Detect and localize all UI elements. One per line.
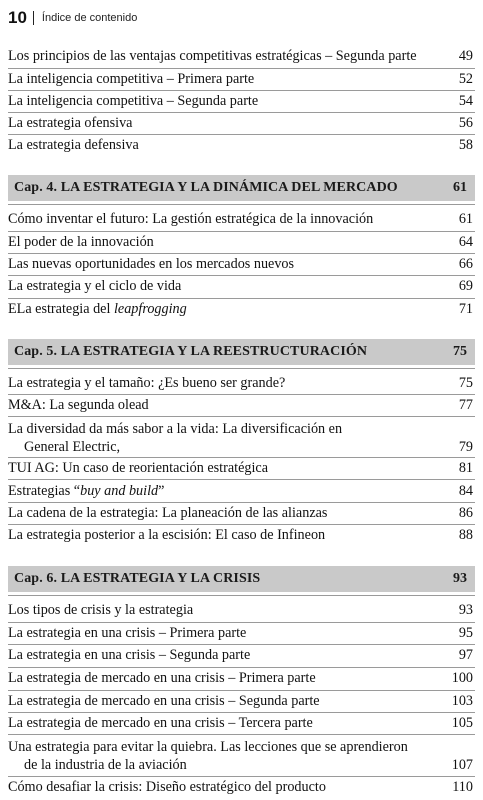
toc-entry[interactable] xyxy=(8,70,475,88)
toc-entry-title-line2: General Electric, xyxy=(24,439,121,455)
chapter-title: Cap. 4. LA ESTRATEGIA Y LA DINÁMICA DEL MERCADO xyxy=(14,180,398,195)
toc-entry-title-italic: leapfrogging xyxy=(113,301,187,317)
divider xyxy=(8,667,475,668)
toc-entry-title xyxy=(8,738,420,774)
toc-entry-page: 88 xyxy=(458,527,473,543)
toc-entry-page: 100 xyxy=(451,670,473,686)
toc-entry-title: La estrategia y el ciclo de vida xyxy=(8,278,182,294)
toc-entry-page: 49 xyxy=(458,48,473,64)
divider xyxy=(8,712,475,713)
toc-entry-page: 86 xyxy=(458,505,473,521)
toc-entry-title: La estrategia de mercado en una crisis – Primera parte xyxy=(8,670,316,686)
toc-entry[interactable] xyxy=(8,420,475,456)
toc-entry-title: TUI AG: Un caso de reorientación estratégica xyxy=(8,460,268,476)
toc-entry-title: La estrategia y el tamaño: ¿Es bueno ser grande? xyxy=(8,375,286,391)
toc-entry-page: 103 xyxy=(451,693,473,709)
toc-entry[interactable] xyxy=(8,300,475,318)
chapter-heading[interactable] xyxy=(8,566,475,592)
toc-entry-page: 93 xyxy=(458,602,473,618)
toc-entry-title xyxy=(8,420,354,456)
running-title: Índice de contenido xyxy=(41,12,138,24)
toc-entry-title: La estrategia en una crisis – Segunda parte xyxy=(8,647,251,663)
toc-entry-title-line1: La diversidad da más sabor a la vida: La diversificación en xyxy=(8,421,343,437)
toc-entry-title-line1: Una estrategia para evitar la quiebra. Las lecciones que se aprendieron xyxy=(8,739,408,755)
chapter-page: 75 xyxy=(453,344,467,359)
toc-entry-title: La estrategia ofensiva xyxy=(8,115,133,131)
toc-entry[interactable] xyxy=(8,459,475,477)
toc-entry-page: 95 xyxy=(458,625,473,641)
divider xyxy=(8,394,475,395)
toc-entry-title: La estrategia posterior a la escisión: El caso de Infineon xyxy=(8,527,326,543)
toc-entry-title: La inteligencia competitiva – Segunda parte xyxy=(8,93,259,109)
divider xyxy=(8,524,475,525)
toc-entry-page: 79 xyxy=(458,439,473,455)
header-separator xyxy=(33,11,34,25)
toc-entry-title: La estrategia de mercado en una crisis – Tercera parte xyxy=(8,715,313,731)
toc-entry-page: 69 xyxy=(458,278,473,294)
divider xyxy=(8,416,475,417)
toc-entry-page: 58 xyxy=(458,137,473,153)
toc-entry[interactable] xyxy=(8,136,475,154)
toc-entry-title xyxy=(8,482,176,500)
toc-entry-page: 64 xyxy=(458,234,473,250)
divider xyxy=(8,690,475,691)
divider xyxy=(8,134,475,135)
chapter-heading[interactable] xyxy=(8,339,475,365)
toc-entry[interactable] xyxy=(8,526,475,544)
toc-entry-page: 71 xyxy=(458,301,473,317)
toc-entry-page: 66 xyxy=(458,256,473,272)
divider xyxy=(8,231,475,232)
toc-entry[interactable] xyxy=(8,646,475,664)
toc-entry-page: 105 xyxy=(451,715,473,731)
divider xyxy=(8,253,475,254)
chapter-title: Cap. 6. LA ESTRATEGIA Y LA CRISIS xyxy=(14,571,261,586)
divider xyxy=(8,644,475,645)
toc-entry[interactable] xyxy=(8,714,475,732)
divider xyxy=(8,595,475,596)
running-header xyxy=(8,6,475,30)
toc-entry-title: El poder de la innovación xyxy=(8,234,154,250)
toc-entry-page: 52 xyxy=(458,71,473,87)
toc-entry[interactable] xyxy=(8,277,475,295)
divider xyxy=(8,275,475,276)
page-number: 10 xyxy=(8,8,27,27)
toc-entry-page: 61 xyxy=(458,211,473,227)
divider xyxy=(8,298,475,299)
toc-entry-title: M&A: La segunda olead xyxy=(8,397,149,413)
toc-entry-title-text: Estrategias “ xyxy=(8,483,81,499)
toc-entry-title: Los tipos de crisis y la estrategia xyxy=(8,602,194,618)
toc-entry-title: La estrategia en una crisis – Primera parte xyxy=(8,625,247,641)
toc-entry-title: Cómo desafiar la crisis: Diseño estratégico del producto xyxy=(8,779,326,795)
toc-entry[interactable] xyxy=(8,92,475,110)
toc-entry-page: 54 xyxy=(458,93,473,109)
toc-entry-title: Cómo inventar el futuro: La gestión estratégica de la innovación xyxy=(8,211,374,227)
toc-entry-title: Los principios de las ventajas competitivas estratégicas – Segunda parte xyxy=(8,48,417,64)
divider xyxy=(8,622,475,623)
toc-entry[interactable] xyxy=(8,374,475,392)
divider xyxy=(8,457,475,458)
toc-entry[interactable] xyxy=(8,210,475,228)
toc-entry[interactable] xyxy=(8,692,475,710)
toc-entry-title-text: ELa estrategia del xyxy=(8,301,114,317)
toc-entry-title: La cadena de la estrategia: La planeación de las alianzas xyxy=(8,505,328,521)
divider xyxy=(8,204,475,205)
toc-entry-title-suffix: ” xyxy=(158,483,165,499)
toc-entry-page: 81 xyxy=(458,460,473,476)
toc-entry[interactable] xyxy=(8,396,475,414)
toc-entry-title: La estrategia defensiva xyxy=(8,137,139,153)
chapter-page: 93 xyxy=(453,571,467,586)
divider xyxy=(8,112,475,113)
toc-entry[interactable] xyxy=(8,47,475,65)
divider xyxy=(8,502,475,503)
divider xyxy=(8,90,475,91)
toc-entry-title: La inteligencia competitiva – Primera parte xyxy=(8,71,255,87)
chapter-title: Cap. 5. LA ESTRATEGIA Y LA REESTRUCTURACIÓN xyxy=(14,344,368,359)
toc-entry[interactable] xyxy=(8,255,475,273)
toc-entry[interactable] xyxy=(8,601,475,619)
divider xyxy=(8,776,475,777)
divider xyxy=(8,734,475,735)
toc-entry-page: 107 xyxy=(451,757,473,773)
toc-entry-title: Las nuevas oportunidades en los mercados nuevos xyxy=(8,256,295,272)
toc-entry[interactable] xyxy=(8,114,475,132)
chapter-heading[interactable] xyxy=(8,175,475,201)
toc-entry-title-italic: buy and build xyxy=(80,483,159,499)
toc-entry[interactable] xyxy=(8,233,475,251)
toc-entry-title-line2: de la industria de la aviación xyxy=(24,757,187,773)
toc-entry-page: 97 xyxy=(458,647,473,663)
divider xyxy=(8,479,475,480)
toc-entry[interactable] xyxy=(8,778,475,796)
toc-entry-page: 110 xyxy=(452,779,473,795)
toc-entry-title: La estrategia de mercado en una crisis – Segunda parte xyxy=(8,693,320,709)
toc-entry-page: 75 xyxy=(458,375,473,391)
toc-entry-page: 84 xyxy=(458,483,473,499)
chapter-page: 61 xyxy=(453,180,467,195)
divider xyxy=(8,368,475,369)
toc-entry-page: 56 xyxy=(458,115,473,131)
toc-entry[interactable] xyxy=(8,624,475,642)
toc-entry[interactable] xyxy=(8,738,475,774)
divider xyxy=(8,68,475,69)
toc-entry-title xyxy=(8,300,199,318)
toc-entry[interactable] xyxy=(8,504,475,522)
toc-entry[interactable] xyxy=(8,482,475,500)
toc-entry-page: 77 xyxy=(458,397,473,413)
toc-entry[interactable] xyxy=(8,669,475,687)
